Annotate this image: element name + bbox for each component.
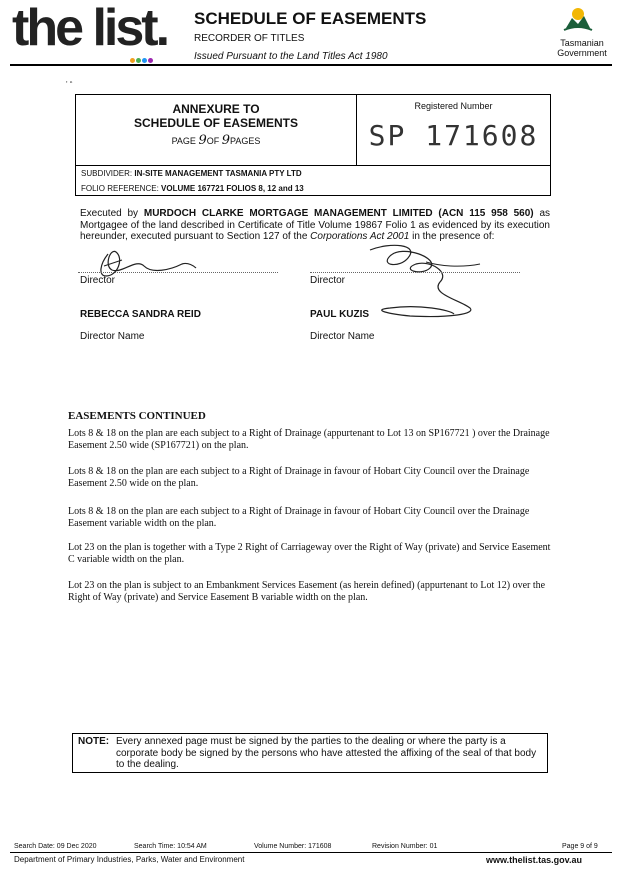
annexure-title-line2: SCHEDULE OF EASEMENTS xyxy=(133,116,298,130)
page-current: 9 xyxy=(198,133,207,148)
annexure-page-count xyxy=(76,133,356,148)
registered-number-cell xyxy=(357,95,550,166)
director1-role: Director Name xyxy=(80,331,145,342)
execution-prefix: Executed by xyxy=(80,208,139,219)
easements-heading: EASEMENTS CONTINUED xyxy=(68,410,206,422)
director2-name: PAUL KUZIS xyxy=(310,309,370,320)
execution-suffix: in the presence of: xyxy=(412,231,495,242)
footer-website-link[interactable]: www.thelist.tas.gov.au xyxy=(486,855,583,865)
logo-dot xyxy=(136,58,141,63)
execution-act: Corporations Act 2001 xyxy=(310,231,410,242)
subdivider-value: IN-SITE MANAGEMENT TASMANIA PTY LTD xyxy=(134,169,302,178)
footer-divider xyxy=(10,852,612,853)
easement-paragraph: Lots 8 & 18 on the plan are each subject to a Right of Drainage (appurtenant to Lot 13 on SP167721 ) over the Drainage Easement 2.50 wide (SP167721) on the plan. xyxy=(68,428,550,451)
footer-volume-number: Volume Number: 171608 xyxy=(254,843,332,850)
logo-dot xyxy=(148,58,153,63)
note-box xyxy=(72,733,548,773)
page-total: 9 xyxy=(221,133,231,148)
footer-page-number: Page 9 of 9 xyxy=(562,843,598,850)
gov-name-line1: Tasmanian xyxy=(560,38,604,48)
logo-dot xyxy=(142,58,147,63)
easement-paragraph: Lot 23 on the plan is subject to an Embankment Services Easement (as herein defined) (appurtenant to Lot 12) over the Right of Way (private) and Service Easement B variable width on the plan. xyxy=(68,580,546,603)
issuing-act: Issued Pursuant to the Land Titles Act 1980 xyxy=(194,51,388,62)
folio-reference-line xyxy=(81,184,304,193)
footer-search-time: Search Time: 10:54 AM xyxy=(134,843,207,850)
gov-name-line2: Government xyxy=(557,48,607,58)
note-label: NOTE: xyxy=(78,736,110,747)
subdivider-label: SUBDIVIDER: xyxy=(81,169,133,178)
director2-signature-line xyxy=(310,272,520,273)
document-subtitle: RECORDER OF TITLES xyxy=(194,33,305,44)
subdivider-line xyxy=(81,169,302,178)
director2-label: Director xyxy=(310,275,346,286)
logo-dot xyxy=(130,58,135,63)
director1-label: Director xyxy=(80,275,116,286)
director1-signature-line xyxy=(78,272,278,273)
easement-paragraph: Lots 8 & 18 on the plan are each subject to a Right of Drainage in favour of Hobart City Council over the Drainage Easement 2.50 wide on the plan. xyxy=(68,466,530,489)
registered-number-label: Registered Number xyxy=(414,101,493,111)
footer-department: Department of Primary Industries, Parks, Water and Environment xyxy=(14,855,245,864)
execution-entity: MURDOCH CLARKE MORTGAGE MANAGEMENT LIMITED (ACN 115 958 560) xyxy=(143,208,534,219)
easement-paragraph: Lots 8 & 18 on the plan are each subject to a Right of Drainage in favour of Hobart City Council over the Drainage Easement variable width on the plan. xyxy=(68,506,530,529)
page-prefix: PAGE xyxy=(171,136,196,146)
execution-body: as Mortgagee of the land described in Certificate of Title Volume 19867 Folio 1 as evidenced by its execution hereunder, executed pursuant to Section 127 of the xyxy=(80,208,551,242)
easement-paragraph: Lot 23 on the plan is together with a Type 2 Right of Carriageway over the Right of Way (private) and Service Easement C variable width on the plan. xyxy=(68,542,551,565)
document-title: SCHEDULE OF EASEMENTS xyxy=(194,9,427,28)
footer-search-date: Search Date: 09 Dec 2020 xyxy=(14,843,97,850)
folio-label: FOLIO REFERENCE: xyxy=(81,184,159,193)
page-suffix: PAGES xyxy=(230,136,261,146)
annexure-box xyxy=(75,94,551,196)
scan-mark: ' “ xyxy=(66,80,73,89)
header-divider xyxy=(10,64,612,66)
folio-value: VOLUME 167721 FOLIOS 8, 12 and 13 xyxy=(161,184,304,193)
director2-role: Director Name xyxy=(310,331,375,342)
registered-number-stamp: SP 171608 xyxy=(368,119,539,152)
tasmanian-government-crest-icon xyxy=(560,4,596,34)
director1-name: REBECCA SANDRA REID xyxy=(80,309,201,320)
page-of: OF xyxy=(206,136,220,146)
thelist-logo: the list. xyxy=(12,0,168,57)
government-name xyxy=(548,38,616,58)
footer-revision-number: Revision Number: 01 xyxy=(372,843,438,850)
annexure-title-cell xyxy=(76,95,357,166)
note-text: Every annexed page must be signed by the parties to the dealing or where the party is a corporate body be signed by the persons who have attested the affixing of the seal of that body to the dealing. xyxy=(116,736,537,770)
annexure-title-line1: ANNEXURE TO xyxy=(172,102,260,116)
